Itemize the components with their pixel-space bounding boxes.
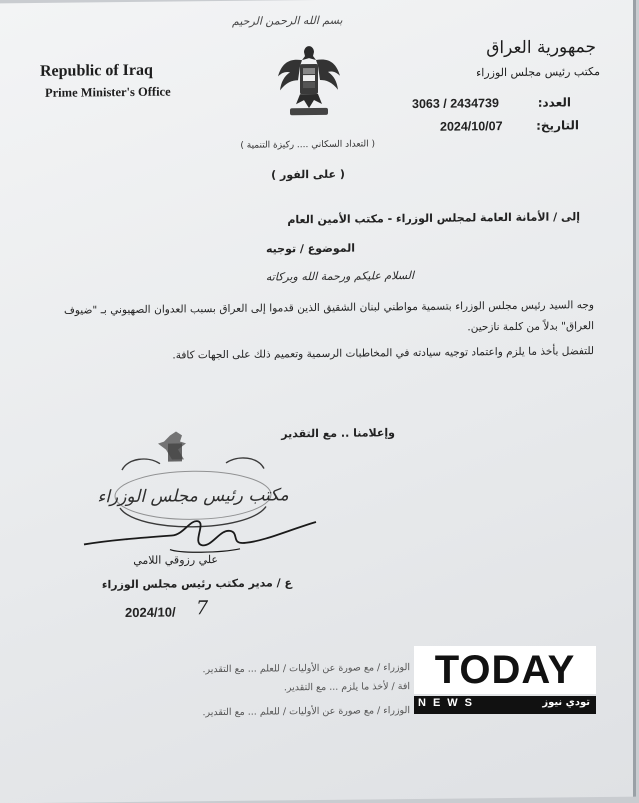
subject-line: الموضوع / توجيه (265, 241, 355, 256)
recipient-line: إلى / الأمانة العامة لمجلس الوزراء - مكتب الأمين العام (287, 210, 580, 227)
date-label: التاريخ: (536, 118, 579, 133)
body-paragraph-2: للتفضل بأخذ ما يلزم واعتماد توجيه سيادته في المخاطبات الرسمية وتعميم ذلك على الجهات كافة. (172, 345, 594, 362)
watermark-news-ar: تودي نيوز (542, 697, 590, 708)
signature-date: 2024/10/ (125, 604, 176, 621)
cc-line-1: الوزراء / مع صورة عن الأوليات / للعلم ... مع التقدير. (202, 662, 410, 676)
signatory-title: ع / مدير مكتب رئيس مجلس الوزراء (101, 576, 292, 592)
page-edge (633, 0, 636, 797)
stamp-text: مكتب رئيس مجلس الوزراء (97, 485, 289, 508)
cc-line-3: الوزراء / مع صورة عن الأوليات / للعلم ... مع التقدير. (202, 705, 410, 719)
watermark-strip (414, 696, 596, 714)
signatory-name: علي رزوقي اللامي (133, 553, 218, 567)
census-note: ( التعداد السكاني .... ركيزة التنمية ) (240, 139, 375, 151)
iraq-eagle-emblem (276, 42, 342, 123)
ref-number: 3063 / 2434739 (412, 96, 499, 112)
date-value: 2024/10/07 (440, 119, 503, 134)
closing-line: وإعلامنا .. مع التقدير (281, 426, 395, 441)
signature-day: 7 (196, 597, 209, 620)
country-name-en: Republic of Iraq (40, 61, 153, 80)
basmala: بسم الله الرحمن الرحيم (232, 13, 343, 28)
ref-label: العدد: (537, 95, 571, 110)
greeting: السلام عليكم ورحمة الله وبركاته (265, 268, 414, 284)
watermark-brand: TODAY (414, 646, 596, 694)
watermark-news-en: NEWS (418, 697, 479, 709)
letter-body (64, 295, 594, 372)
urgency-label: ( على الفور ) (271, 167, 345, 182)
country-name-ar: جمهورية العراق (486, 37, 596, 59)
body-paragraph-1: وجه السيد رئيس مجلس الوزراء بتسمية مواطني لبنان الشقيق الذين قدموا إلى العراق بسبب العدوان الصهيوني بـ "ضيوف العراق" بدلاً من كلمة نازحين. (64, 299, 594, 334)
office-name-en: Prime Minister's Office (45, 84, 171, 100)
today-news-watermark (414, 646, 596, 720)
office-name-ar: مكتب رئيس مجلس الوزراء (476, 65, 600, 80)
cc-line-2: افة / لأخذ ما يلزم ... مع التقدير. (283, 681, 410, 694)
